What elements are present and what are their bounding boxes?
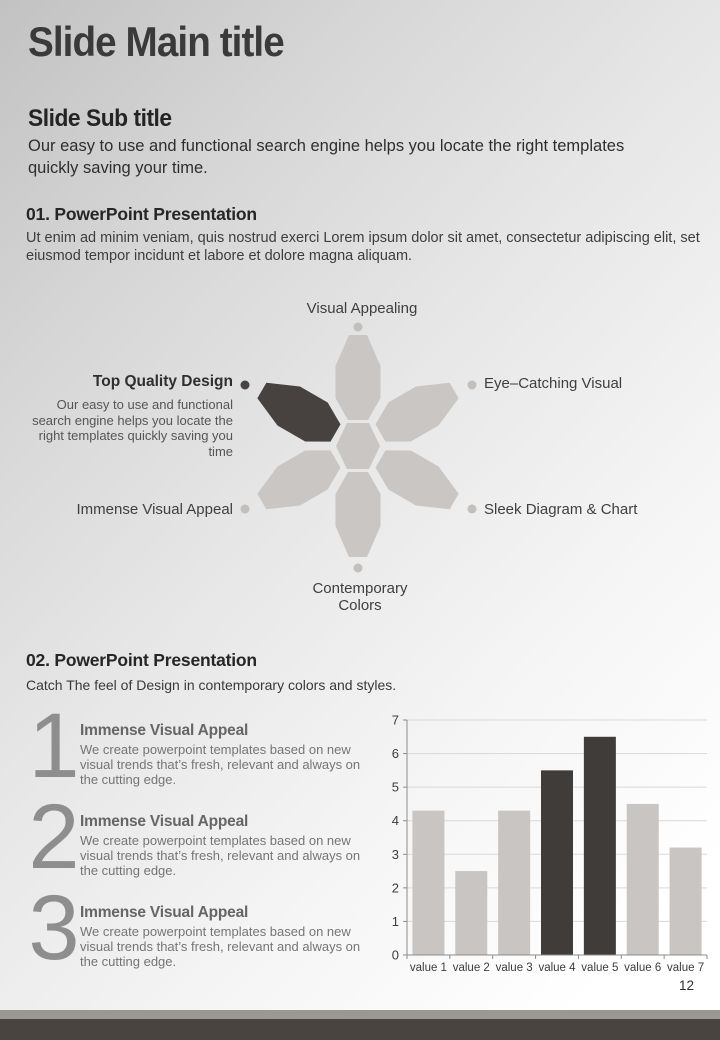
sub-title: Slide Sub title xyxy=(28,105,172,132)
dot-bottom-right xyxy=(468,505,477,514)
flower-center-hexagon xyxy=(336,423,380,469)
bar-value-5 xyxy=(584,737,616,955)
list-item-2 xyxy=(28,786,368,888)
section2-description: Catch The feel of Design in contemporary colors and styles. xyxy=(26,677,397,693)
dot-top-left xyxy=(241,381,250,390)
dot-top-right xyxy=(468,381,477,390)
y-tick-label: 5 xyxy=(391,779,399,795)
item-body: We create powerpoint templates based on new visual trends that’s fresh, relevant and always on the cutting edge. xyxy=(80,833,361,878)
top-quality-design-description: Our easy to use and functional search engine helps you locate the right templates quickly saving you time xyxy=(32,397,233,459)
section2-heading: 02. PowerPoint Presentation xyxy=(26,650,257,670)
item-body: We create powerpoint templates based on new visual trends that’s fresh, relevant and always on the cutting edge. xyxy=(80,742,361,787)
y-tick-label: 2 xyxy=(391,880,399,896)
bar-value-3 xyxy=(498,811,530,955)
item-number: 2 xyxy=(28,786,80,888)
x-tick-label: value 5 xyxy=(581,962,619,974)
y-tick-label: 3 xyxy=(391,846,399,862)
diagram-label-contemporary-colors: Contemporary Colors xyxy=(312,580,408,614)
diagram-label-top-quality-design xyxy=(30,373,233,459)
dot-bottom xyxy=(354,564,363,573)
diagram-label-sleek-diagram-chart: Sleek Diagram & Chart xyxy=(484,501,638,518)
x-tick-label: value 2 xyxy=(452,962,490,974)
top-quality-design-title: Top Quality Design xyxy=(92,373,233,390)
item-title: Immense Visual Appeal xyxy=(80,904,249,921)
section1-description: Ut enim ad minim veniam, quis nostrud exerci Lorem ipsum dolor sit amet, consectetur adipiscing elit, set eiusmod tempor incidunt et labore et dolore magna aliquam. xyxy=(26,230,700,264)
list-item-3 xyxy=(28,877,368,979)
bar-value-6 xyxy=(627,804,659,955)
footer-bar-dark xyxy=(0,1019,720,1040)
diagram-label-visual-appealing: Visual Appealing xyxy=(306,300,418,317)
y-tick-label: 0 xyxy=(391,947,399,963)
diagram-label-eye-catching-visual: Eye–Catching Visual xyxy=(484,375,623,392)
bar-value-2 xyxy=(455,871,487,955)
item-number: 1 xyxy=(28,695,80,797)
item-title: Immense Visual Appeal xyxy=(80,813,249,830)
x-tick-label: value 1 xyxy=(409,962,447,974)
petal-bottom xyxy=(336,472,381,557)
diagram-label-immense-visual-appeal: Immense Visual Appeal xyxy=(76,501,233,518)
petal-top xyxy=(336,335,381,420)
flower-diagram xyxy=(228,316,488,576)
list-item-1 xyxy=(28,695,368,797)
bar-value-1 xyxy=(412,811,444,955)
x-tick-label: value 7 xyxy=(667,962,705,974)
main-title: Slide Main title xyxy=(28,18,284,65)
y-tick-label: 6 xyxy=(391,746,399,762)
x-tick-label: value 3 xyxy=(495,962,533,974)
dot-top xyxy=(354,323,363,332)
petal-top-right xyxy=(369,371,465,452)
sub-description: Our easy to use and functional search engine helps you locate the right templates quickly saving your time. xyxy=(28,137,625,177)
item-title: Immense Visual Appeal xyxy=(80,722,249,739)
x-tick-label: value 4 xyxy=(538,962,576,974)
y-tick-label: 1 xyxy=(391,913,399,929)
petal-bottom-right xyxy=(369,440,465,521)
dot-bottom-left xyxy=(241,505,250,514)
petal-bottom-left xyxy=(251,440,347,521)
item-number: 3 xyxy=(28,877,80,979)
y-tick-label: 7 xyxy=(391,712,399,728)
x-tick-label: value 6 xyxy=(624,962,662,974)
y-tick-label: 4 xyxy=(391,813,399,829)
footer-bar-gray xyxy=(0,1010,720,1019)
bar-value-7 xyxy=(670,848,702,955)
page-number: 12 xyxy=(678,978,694,993)
bar-value-4 xyxy=(541,770,573,955)
bar-chart xyxy=(385,703,720,988)
item-body: We create powerpoint templates based on new visual trends that’s fresh, relevant and always on the cutting edge. xyxy=(80,924,361,969)
section1-heading: 01. PowerPoint Presentation xyxy=(26,204,257,224)
petal-top-left-highlight xyxy=(251,371,347,452)
